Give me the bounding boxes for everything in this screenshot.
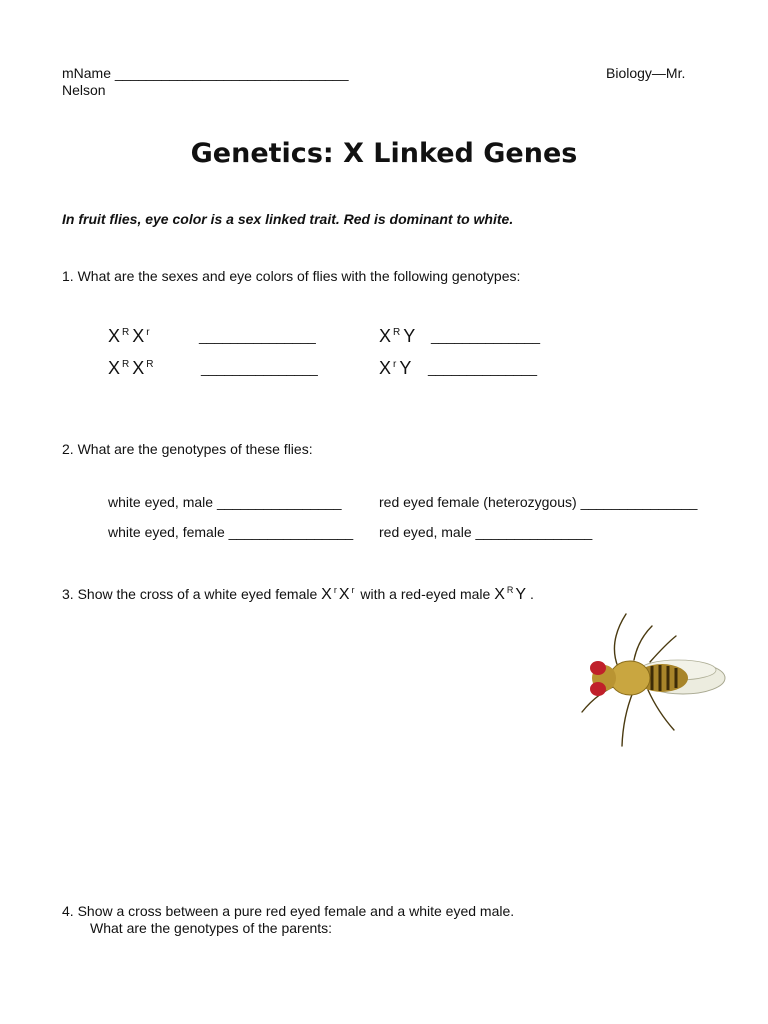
- q2-item-blank[interactable]: ________________: [228, 524, 354, 540]
- teacher-name: Nelson: [62, 82, 106, 98]
- question-4-subprompt: What are the genotypes of the parents:: [90, 920, 333, 936]
- genotype-2: X $^R$ Y: [379, 326, 416, 346]
- genotype-3: X $^R$ X $^R$: [108, 358, 154, 378]
- genotype-1-blank[interactable]: _______________: [199, 328, 316, 344]
- q2-item-label: white eyed, male: [108, 494, 217, 510]
- q2-item-label: red eyed female (heterozygous): [379, 494, 581, 510]
- genotype-4-blank[interactable]: ______________: [428, 360, 538, 376]
- question-1-prompt: 1. What are the sexes and eye colors of flies with the following genotypes:: [62, 268, 521, 284]
- subject-label: Biology—Mr.: [606, 65, 686, 81]
- q2-item-white-male: [108, 494, 342, 511]
- q2-item-red-female-het: [379, 494, 697, 511]
- page-title: Genetics: X Linked Genes: [190, 138, 578, 169]
- genotype-3-blank[interactable]: _______________: [201, 360, 318, 376]
- female-genotype: X $^r$ X $^r$: [321, 585, 355, 603]
- q2-item-blank[interactable]: ________________: [216, 494, 342, 510]
- q2-item-blank[interactable]: _______________: [475, 524, 593, 540]
- genotype-4: X $^r$ Y: [379, 358, 412, 378]
- fruit-fly-icon: [578, 612, 726, 748]
- genotype-2-blank[interactable]: ______________: [431, 328, 541, 344]
- q2-item-label: red eyed, male: [379, 524, 476, 540]
- male-genotype: X $^R$ Y: [494, 585, 527, 603]
- question-2-prompt: 2. What are the genotypes of these flies:: [62, 441, 313, 457]
- genotype-1: X $^R$ X $^r$: [108, 326, 150, 346]
- question-3-prompt: 3. Show the cross of a white eyed female X $^r$ X $^r$ with a red-eyed male X $^R$ Y .: [62, 585, 534, 603]
- q2-item-white-female: [108, 524, 353, 541]
- name-field-label: mName ______________________________: [62, 65, 349, 81]
- question-4-prompt: 4. Show a cross between a pure red eyed female and a white eyed male.: [62, 903, 515, 919]
- q2-item-red-male: [379, 524, 592, 541]
- intro-statement: In fruit flies, eye color is a sex linked trait. Red is dominant to white.: [62, 211, 514, 227]
- q2-item-blank[interactable]: _______________: [580, 494, 698, 510]
- q2-item-label: white eyed, female: [108, 524, 229, 540]
